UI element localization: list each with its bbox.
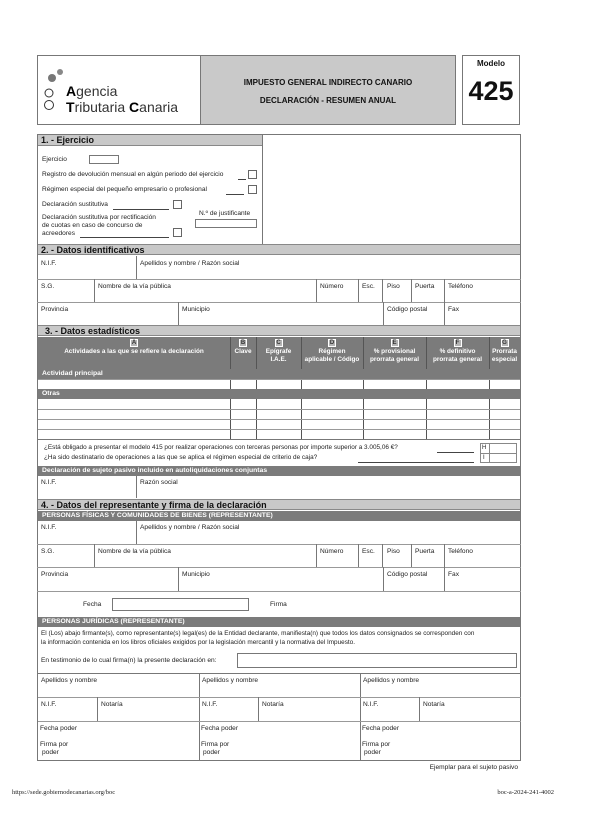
form-title-box: [200, 55, 456, 125]
otras-cell[interactable]: [302, 430, 363, 439]
column-label: Actividades a las que se refiere la declaración: [64, 348, 204, 355]
ejemplar-label: Ejemplar para el sujeto pasivo: [429, 764, 518, 771]
otras-cell[interactable]: [231, 420, 256, 429]
s2-puerta-label: Puerta: [415, 283, 435, 290]
signer-fecha-poder-label: Fecha poder: [40, 725, 78, 732]
otras-cell[interactable]: [364, 430, 426, 439]
principal-cell[interactable]: [39, 380, 230, 389]
column-header-a: [38, 339, 230, 356]
model-box: [462, 55, 520, 125]
ejercicio-input[interactable]: [89, 155, 119, 164]
column-header-c: [256, 339, 301, 363]
testimonio-label: En testimonio de lo cual firma(n) la presente declaración en:: [41, 657, 217, 664]
s2-div: [316, 279, 317, 302]
s4-numero-label: Número: [320, 548, 344, 555]
otras-cell[interactable]: [39, 420, 230, 429]
rectificacion-checkbox[interactable]: [173, 228, 182, 237]
otras-cell[interactable]: [427, 430, 489, 439]
principal-cell[interactable]: [364, 380, 426, 389]
h-input[interactable]: [490, 444, 516, 452]
s4-municipio-label: Municipio: [182, 571, 210, 578]
signer-apellidos-label: Apellidos y nombre: [202, 677, 259, 684]
signer-line: [199, 721, 360, 722]
signer-firma-label: Firma por: [201, 741, 230, 748]
s2-div: [382, 279, 383, 302]
s2-cp-label: Código postal: [387, 306, 428, 313]
s2-piso-label: Piso: [387, 283, 400, 290]
column-label: % provisional: [373, 348, 416, 355]
s2-apellidos-input[interactable]: [138, 268, 518, 278]
s2-nif-input[interactable]: [38, 268, 135, 278]
s2-div: [383, 302, 384, 325]
fecha-input[interactable]: [112, 598, 249, 611]
otras-cell[interactable]: [302, 410, 363, 419]
section-3-title: 3. - Datos estadísticos: [38, 325, 520, 336]
s4-sg-label: S.G.: [41, 548, 55, 555]
agency-name-line2: Tributaria Canaria: [66, 99, 179, 115]
s4-piso-label: Piso: [387, 548, 400, 555]
s4-div: [358, 544, 359, 567]
otras-cell[interactable]: [39, 410, 230, 419]
s2-div: [411, 279, 412, 302]
column-label: Epígrafe: [265, 348, 292, 355]
s2-fax-label: Fax: [448, 306, 459, 313]
rectificacion-label-3: acreedores: [42, 230, 75, 237]
section-1-divider: [262, 134, 263, 244]
otras-cell[interactable]: [364, 400, 426, 409]
column-key-c: C: [276, 340, 281, 346]
s4-telefono-label: Teléfono: [448, 548, 473, 555]
agency-logo-box: [37, 55, 200, 125]
fisicas-title: PERSONAS FÍSICAS Y COMUNIDADES DE BIENES (REPRESENTANTE): [38, 511, 520, 521]
signer-line: [360, 697, 521, 698]
otras-cell[interactable]: [490, 430, 520, 439]
column-label: Régimen: [318, 348, 346, 355]
otras-cell[interactable]: [257, 400, 301, 409]
i-input[interactable]: [490, 454, 516, 462]
footer-url[interactable]: https://sede.gobiernodecanarias.org/boc: [12, 789, 116, 796]
regimen-label: Régimen especial del pequeño empresario o profesional: [42, 186, 207, 193]
s4-div: [178, 567, 179, 591]
q415-underline: [437, 452, 474, 453]
registro-checkbox[interactable]: [248, 170, 257, 179]
sustitutiva-label: Declaración sustitutiva: [42, 201, 108, 208]
s3-row-line: [38, 439, 520, 440]
signer-nif-label: N.I.F.: [41, 701, 57, 708]
s2-numero-label: Número: [320, 283, 344, 290]
s4-line: [37, 544, 521, 545]
signer-fecha-poder-label: Fecha poder: [201, 725, 239, 732]
column-label: % definitivo: [439, 348, 476, 355]
s2-provincia-label: Provincia: [41, 306, 69, 313]
s4-fax-label: Fax: [448, 571, 459, 578]
otras-cell[interactable]: [302, 420, 363, 429]
signer-firma-label: Firma por: [40, 741, 69, 748]
column-label: especial: [491, 355, 518, 363]
signer-divider: [258, 697, 259, 721]
signer-divider: [97, 697, 98, 721]
justificante-label: N.º de justificante: [199, 210, 251, 217]
conj-razon-label: Razón social: [140, 479, 178, 486]
principal-cell[interactable]: [302, 380, 363, 389]
s2-municipio-label: Municipio: [182, 306, 210, 313]
signer-notaria-label: Notaría: [101, 701, 123, 708]
fecha-label: Fecha: [83, 601, 102, 608]
otras-cell[interactable]: [257, 420, 301, 429]
form-title-line2: DECLARACIÓN - RESUMEN ANUAL: [259, 96, 397, 105]
otras-cell[interactable]: [427, 410, 489, 419]
signer-nif-label: N.I.F.: [363, 701, 379, 708]
otras-cell[interactable]: [427, 400, 489, 409]
modelo-415-question: ¿Está obligado a presentar el modelo 415 por realizar operaciones con terceras personas por importe superior a 3.005,06 €?: [44, 444, 398, 451]
form-title-line1: IMPUESTO GENERAL INDIRECTO CANARIO: [243, 78, 413, 87]
signer-firma-label: Firma por: [362, 741, 391, 748]
signer-apellidos-label: Apellidos y nombre: [363, 677, 420, 684]
s2-esc-label: Esc.: [362, 283, 375, 290]
s4-provincia-label: Provincia: [41, 571, 69, 578]
section-1-title: 1. - Ejercicio: [38, 135, 262, 146]
s4-div: [411, 544, 412, 567]
column-key-f: F: [454, 339, 462, 347]
signer-apellidos-label: Apellidos y nombre: [41, 677, 98, 684]
s3-row-line: [38, 419, 520, 420]
signer-firma-label: poder: [203, 749, 220, 756]
s4-nif-label: N.I.F.: [41, 524, 57, 531]
s4-div: [383, 567, 384, 591]
column-header-b: [230, 339, 256, 356]
s2-div: [136, 256, 137, 279]
conj-div: [136, 476, 137, 498]
s3-row-line: [38, 409, 520, 410]
signer-firma-label: poder: [364, 749, 381, 756]
regimen-underline: [226, 194, 244, 195]
conjuntas-title: Declaración de sujeto pasivo incluido en autoliquidaciones conjuntas: [38, 466, 520, 476]
justificante-input[interactable]: [195, 219, 257, 228]
s4-div: [136, 521, 137, 544]
section-2-title: 2. - Datos identificativos: [38, 244, 520, 255]
column-label: aplicable / Código: [304, 355, 360, 363]
column-header-d: [301, 339, 363, 363]
s3-row-line: [38, 429, 520, 430]
otras-cell[interactable]: [490, 400, 520, 409]
otras-cell[interactable]: [364, 410, 426, 419]
s4-cp-label: Código postal: [387, 571, 428, 578]
column-key-g: G: [502, 340, 507, 346]
s4-line: [37, 673, 521, 674]
caja-underline: [358, 462, 474, 463]
s4-apellidos-label: Apellidos y nombre / Razón social: [140, 524, 240, 531]
otras-cell[interactable]: [231, 430, 256, 439]
signer-divider: [360, 673, 361, 761]
column-key-a: A: [131, 340, 137, 346]
s2-div: [178, 302, 179, 325]
firma-label: Firma: [270, 601, 287, 608]
key-h: H: [482, 445, 487, 451]
otras-cell[interactable]: [427, 420, 489, 429]
signer-firma-label: poder: [42, 749, 59, 756]
signer-notaria-label: Notaría: [262, 701, 284, 708]
principal-cell[interactable]: [257, 380, 301, 389]
principal-cell[interactable]: [427, 380, 489, 389]
column-label: prorrata general: [369, 355, 419, 363]
agency-name-line1: Agencia: [66, 83, 118, 99]
ejercicio-label: Ejercicio: [42, 156, 67, 163]
section-4-title: 4. - Datos del representante y firma de la declaración: [38, 499, 520, 510]
column-header-g: [489, 339, 520, 363]
s4-line: [37, 567, 521, 568]
otras-cell[interactable]: [257, 430, 301, 439]
signer-divider: [419, 697, 420, 721]
column-label: I.A.E.: [270, 355, 287, 363]
s2-div: [358, 279, 359, 302]
sustitutiva-checkbox[interactable]: [173, 200, 182, 209]
column-key-d: D: [329, 340, 335, 346]
signer-divider: [199, 673, 200, 761]
otras-cell[interactable]: [364, 420, 426, 429]
otras-label: Otras: [38, 389, 520, 399]
s4-div: [316, 544, 317, 567]
otras-cell[interactable]: [257, 410, 301, 419]
s2-row2-bottom: [37, 302, 521, 303]
otras-cell[interactable]: [490, 410, 520, 419]
signer-line: [199, 697, 360, 698]
juridicas-text-1: El (Los) abajo firmante(s), como representante(s) legal(es) de la Entidad declarante, manifiesta(n) que todos los datos consignados se corresponden con: [41, 630, 475, 637]
s4-div: [382, 544, 383, 567]
signer-line: [38, 697, 199, 698]
s4-line: [37, 591, 521, 592]
signer-notaria-label: Notaría: [423, 701, 445, 708]
criterio-caja-question: ¿Ha sido destinatario de operaciones a las que se aplica el régimen especial de criterio de caja?: [44, 454, 318, 461]
model-label: Modelo: [477, 59, 505, 68]
s4-esc-label: Esc.: [362, 548, 375, 555]
signer-line: [38, 721, 199, 722]
s4-div: [444, 544, 445, 567]
principal-cell[interactable]: [490, 380, 520, 389]
sustitutiva-underline: [113, 209, 169, 210]
s2-telefono-label: Teléfono: [448, 283, 473, 290]
column-key-b: B: [240, 340, 246, 346]
otras-cell[interactable]: [231, 410, 256, 419]
testimonio-input[interactable]: [237, 653, 517, 668]
rectificacion-label-2: de cuotas en caso de concurso de: [42, 222, 143, 229]
principal-cell[interactable]: [231, 380, 256, 389]
column-header-f: [426, 339, 489, 363]
column-label: prorrata general: [432, 355, 482, 363]
signer-fecha-poder-label: Fecha poder: [362, 725, 400, 732]
otras-cell[interactable]: [490, 420, 520, 429]
juridicas-title: PERSONAS JURÍDICAS (REPRESENTANTE): [38, 617, 520, 627]
column-label: Prorrata: [492, 348, 517, 355]
s4-via-label: Nombre de la vía pública: [98, 548, 171, 555]
column-key-e: E: [392, 340, 397, 346]
s2-apellidos-label: Apellidos y nombre / Razón social: [140, 260, 240, 267]
regimen-checkbox[interactable]: [248, 185, 257, 194]
key-i: I: [483, 455, 485, 461]
column-header-e: [363, 339, 426, 363]
footer-ref: boc-a-2024-241-4002: [497, 789, 554, 796]
s2-via-label: Nombre de la vía pública: [98, 283, 171, 290]
juridicas-text-2: la información contenida en los libros oficiales exigidos por la legislación mercantil y la normativa del Impuesto.: [41, 639, 356, 646]
s2-row1-bottom: [37, 279, 521, 280]
signer-line: [360, 721, 521, 722]
s2-nif-label: N.I.F.: [41, 260, 57, 267]
s2-sg-label: S.G.: [41, 283, 55, 290]
s4-puerta-label: Puerta: [415, 548, 435, 555]
otras-cell[interactable]: [39, 430, 230, 439]
registro-label: Registro de devolución mensual en algún periodo del ejercicio: [42, 171, 224, 178]
s2-div: [444, 279, 445, 302]
model-number: 425: [468, 76, 514, 106]
conj-nif-label: N.I.F.: [41, 479, 57, 486]
s2-div: [94, 279, 95, 302]
s4-div: [444, 567, 445, 591]
otras-cell[interactable]: [39, 400, 230, 409]
s2-div: [444, 302, 445, 325]
signer-nif-label: N.I.F.: [202, 701, 218, 708]
rectificacion-underline: [80, 237, 169, 238]
otras-cell[interactable]: [231, 400, 256, 409]
otras-cell[interactable]: [302, 400, 363, 409]
s3-row-line: [38, 379, 520, 380]
registro-underline: [238, 179, 246, 180]
rectificacion-label-1: Declaración sustitutiva por rectificación: [42, 214, 156, 221]
s4-div: [94, 544, 95, 567]
column-label: Clave: [234, 348, 252, 355]
actividad-principal-label: Actividad principal: [38, 369, 520, 379]
